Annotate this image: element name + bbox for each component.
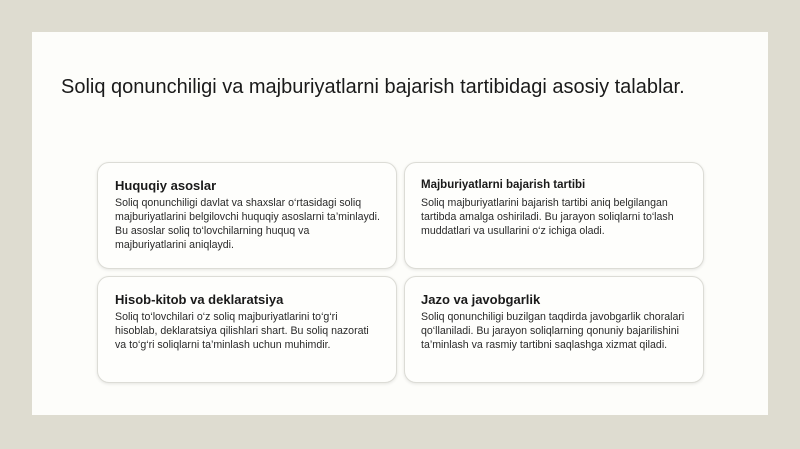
card-text: Soliq majburiyatlarini bajarish tartibi aniq belgilangan tartibda amalga oshiriladi. Bu jarayon soliqlarni to‘lash muddatlari va usullarini o‘z ichiga oladi.	[421, 197, 674, 237]
card-title: Jazo va javobgarlik	[421, 292, 541, 307]
card-huquqiy-asoslar	[97, 162, 397, 269]
card-text: Soliq to‘lovchilari o‘z soliq majburiyatlarini to‘g‘ri hisoblab, deklaratsiya qilishlari shart. Bu soliq nazorati va to‘g‘ri soliqlarni ta’minlash uchun muhimdir.	[115, 311, 369, 351]
card-title: Hisob-kitob va deklaratsiya	[115, 292, 284, 307]
card-title: Huquqiy asoslar	[115, 178, 217, 193]
card-text: Soliq qonunchiligi buzilgan taqdirda javobgarlik choralari qo‘llaniladi. Bu jarayon soliqlarning qonuniy bajarilishini ta’minlash va rasmiy tartibni saqlashga xizmat qiladi.	[421, 311, 685, 351]
card-text: Soliq qonunchiligi davlat va shaxslar o‘rtasidagi soliq majburiyatlarini belgilovchi huquqiy asoslarni ta’minlaydi. Bu asoslar soliq to‘lovchilarning huquq va majburiyatlarini aniqlaydi.	[115, 197, 380, 251]
card-jazo-va-javobgarlik	[404, 276, 704, 383]
card-hisob-kitob-va-deklaratsiya	[97, 276, 397, 383]
slide-title: Soliq qonunchiligi va majburiyatlarni bajarish tartibidagi asosiy talablar.	[61, 76, 685, 98]
slide	[32, 32, 768, 415]
card-majburiyatlarni-bajarish-tartibi	[404, 162, 704, 269]
card-title: Majburiyatlarni bajarish tartibi	[421, 179, 586, 191]
